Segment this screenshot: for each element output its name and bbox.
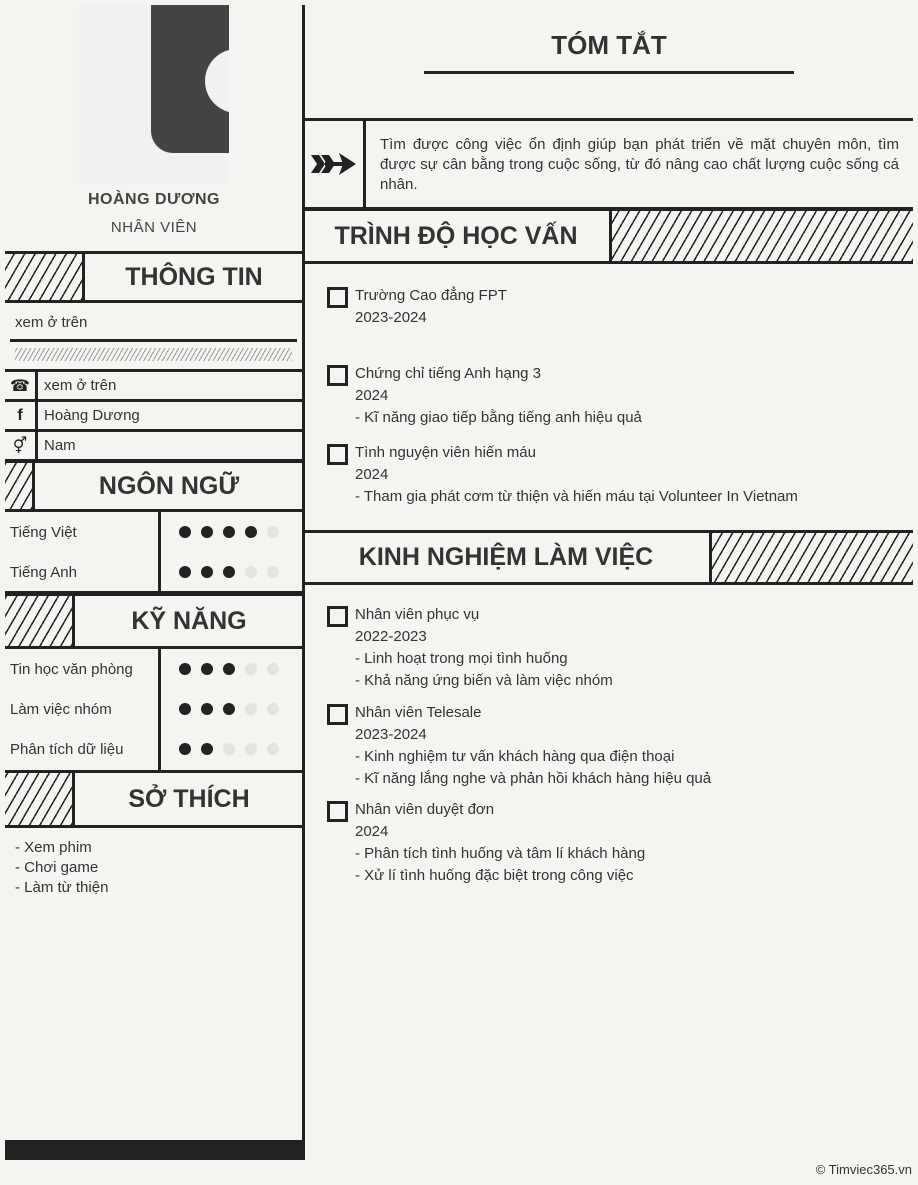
rating-dot-filled [245, 526, 257, 538]
rating-dot-empty [267, 526, 279, 538]
profile-name: HOÀNG DƯƠNG [88, 191, 220, 208]
checkbox-icon [327, 287, 348, 308]
rating-dot-empty [267, 703, 279, 715]
hobby-item: - Chơi game [15, 859, 99, 876]
decorative-stripe [15, 348, 292, 361]
experience-entry-title: Nhân viên phục vụ [355, 606, 480, 623]
education-section-header [303, 208, 913, 264]
profile-role: NHÂN VIÊN [110, 219, 198, 236]
rating-dot-filled [201, 703, 213, 715]
rating-dot-filled [179, 663, 191, 675]
footer-bar [5, 1140, 303, 1160]
phone-icon: ☎ [5, 372, 38, 399]
checkbox-icon [327, 444, 348, 465]
facebook-icon: f [5, 402, 38, 429]
experience-section-header [303, 530, 913, 585]
skills-section-title: KỸ NĂNG [72, 596, 303, 646]
rating-dot-filled [223, 703, 235, 715]
rating-dots [158, 663, 279, 675]
languages-label: Tiếng Anh [10, 563, 77, 581]
education-entry-title: Trường Cao đẳng FPT [355, 287, 507, 304]
experience-entry-line: - Linh hoạt trong mọi tình huống [355, 650, 568, 667]
copyright-text: © Timviec365.vn [815, 1162, 912, 1177]
rating-dot-empty [267, 566, 279, 578]
skills-list [5, 649, 303, 773]
education-entry-line: - Kĩ năng giao tiếp bằng tiếng anh hiệu quả [355, 409, 642, 426]
info-section-title: THÔNG TIN [82, 254, 303, 300]
gender-icon: ⚥ [5, 432, 38, 459]
education-entry-line: 2024 [355, 387, 389, 404]
experience-entry-line: - Phân tích tình huống và tâm lí khách hàng [355, 845, 646, 862]
summary-box [303, 118, 913, 210]
rating-dot-filled [223, 526, 235, 538]
address-text: xem ở trên [15, 314, 88, 331]
avatar[interactable] [79, 5, 229, 185]
rating-dot-filled [223, 663, 235, 675]
languages-row [5, 552, 303, 592]
rating-dot-filled [223, 566, 235, 578]
checkbox-icon [327, 365, 348, 386]
hobbies-list [15, 838, 108, 898]
experience-entry-line: - Khả năng ứng biến và làm việc nhóm [355, 672, 613, 689]
experience-entry-line: 2022-2023 [355, 628, 427, 645]
rating-dot-empty [223, 743, 235, 755]
hobby-item: - Làm từ thiện [15, 879, 109, 896]
skills-label: Phân tích dữ liệu [10, 740, 124, 758]
languages-section-title: NGÔN NGỮ [32, 463, 303, 509]
contact-text: Nam [44, 437, 76, 454]
skills-label: Tin học văn phòng [10, 660, 133, 678]
rating-dots [158, 703, 279, 715]
skills-section-header [5, 593, 303, 649]
education-entry-line: - Tham gia phát cơm từ thiện và hiến máu tại Volunteer In Vietnam [355, 488, 798, 505]
education-section-title: TRÌNH ĐỘ HỌC VẤN [303, 211, 612, 261]
rating-dot-filled [179, 566, 191, 578]
divider [10, 339, 297, 342]
languages-label: Tiếng Việt [10, 523, 77, 541]
rating-dot-filled [201, 566, 213, 578]
skills-row [5, 649, 303, 689]
left-column [5, 5, 303, 1160]
skills-row [5, 689, 303, 729]
contact-text: Hoàng Dương [44, 407, 140, 424]
summary-text: Tìm được công việc ổn định giúp bạn phát triển về mặt chuyên môn, tìm được sự cân bằng trong cuộc sống, từ đó nâng cao chất lượng cuộc sống cá nhân. [380, 136, 899, 193]
contact-row [5, 432, 303, 462]
summary-underline [424, 71, 794, 74]
languages-row [5, 512, 303, 552]
hobbies-section-header [5, 770, 303, 828]
checkbox-icon [327, 704, 348, 725]
experience-entry-title: Nhân viên duyệt đơn [355, 801, 495, 818]
contact-row [5, 402, 303, 432]
education-entry-title: Tình nguyện viên hiến máu [355, 444, 536, 461]
rating-dot-empty [267, 743, 279, 755]
experience-entry-line: - Kinh nghiệm tư vấn khách hàng qua điện thoại [355, 748, 675, 765]
experience-entry-line: 2023-2024 [355, 726, 427, 743]
experience-entry-title: Nhân viên Telesale [355, 704, 482, 721]
rating-dots [158, 566, 279, 578]
rating-dot-filled [201, 526, 213, 538]
rating-dot-filled [201, 743, 213, 755]
rating-dot-filled [179, 526, 191, 538]
hobbies-section-title: SỞ THÍCH [72, 773, 303, 825]
checkbox-icon [327, 801, 348, 822]
rating-dot-empty [267, 663, 279, 675]
rating-dot-empty [245, 743, 257, 755]
rating-dot-empty [245, 663, 257, 675]
rating-dot-filled [179, 703, 191, 715]
rating-dots [158, 743, 279, 755]
education-entry-line: 2024 [355, 466, 389, 483]
languages-list [5, 512, 303, 594]
experience-entry-line: - Kĩ năng lắng nghe và phản hồi khách hàng hiệu quả [355, 770, 712, 787]
rating-dot-empty [245, 703, 257, 715]
contact-text: xem ở trên [44, 377, 117, 394]
rating-dot-filled [179, 743, 191, 755]
hobby-item: - Xem phim [15, 839, 92, 856]
summary-title: TÓM TẮT [551, 30, 667, 60]
rating-dot-empty [245, 566, 257, 578]
skills-row [5, 729, 303, 769]
experience-entry-line: - Xử lí tình huống đặc biệt trong công việc [355, 867, 634, 884]
skills-label: Làm việc nhóm [10, 700, 112, 718]
contact-row [5, 372, 303, 402]
education-entry-line: 2023-2024 [355, 309, 427, 326]
languages-section-header [5, 460, 303, 512]
info-section-header [5, 251, 303, 303]
rating-dot-filled [201, 663, 213, 675]
arrow-icon [303, 121, 366, 207]
checkbox-icon [327, 606, 348, 627]
education-entry-title: Chứng chỉ tiếng Anh hạng 3 [355, 365, 542, 382]
rating-dots [158, 526, 279, 538]
experience-entry-line: 2024 [355, 823, 389, 840]
experience-section-title: KINH NGHIỆM LÀM VIỆC [303, 533, 712, 582]
